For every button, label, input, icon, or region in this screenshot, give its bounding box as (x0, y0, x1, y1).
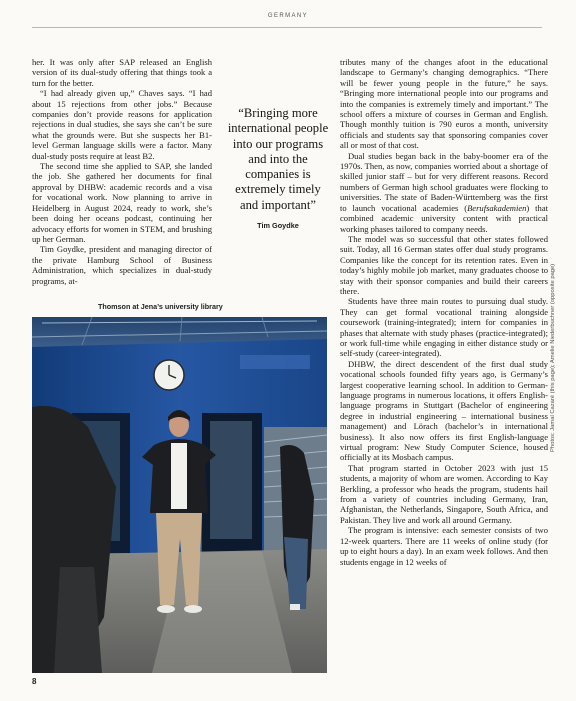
paragraph: tributes many of the changes afoot in the educational landscape to Germany’s changing demographics. “There will be fewer young people in the future,” he says. “Bringing more international people into our programs and into the companies is extremely timely and important.” The school offers a mixture of courses in German and English. Though monthly tuition is 790 euros a month, university officials and students say that sponsoring companies cover all or most of that cost. (340, 57, 548, 151)
paragraph: That program started in October 2023 with just 15 students, a majority of whom are women. According to Kay Berkling, a professor who heads the program, students hail from a variety of countries including Germany, Iran, Afghanistan, the Netherlands, Singapore, South Africa, and Pakistan. They live and work all around Germany. (340, 462, 548, 525)
column-right (340, 57, 548, 567)
section-header: GERMANY (267, 13, 309, 19)
paragraph: The program is intensive: each semester consists of two 12-week quarters. There are 11 weeks of online study (for up to eight hours a day). In an exam week follows. And then students engage in 12 weeks of (340, 525, 548, 567)
library-photo (32, 317, 327, 673)
header-rule (32, 27, 542, 28)
paragraph-text: ) that combined academic university content with practical working phases tailored to company needs. (340, 202, 548, 234)
paragraph: The model was so successful that other states followed suit. Today, all 16 German states offer dual study programs. Companies like the concept for its retention rates. Even in today’s highly mobile job market, many graduates choose to stay with their sponsor companies and build their careers there. (340, 233, 548, 296)
paragraph: The second time she applied to SAP, she landed the job. She gathered her documents for final approval by DHBW: academic records and a visa for vocational work. Now planning to arrive in Heidelberg in August 2024, ready to work, she’s been doing her oceans podcast, continuing her advocacy efforts for women in STEM, and brushing up her German. (32, 161, 212, 244)
paragraph-italic: Berufsakademien (467, 202, 527, 213)
pull-quote: “Bringing more international people into our programs and into the companies is extremely timely and important” (227, 106, 329, 212)
paragraph: her. It was only after SAP released an English version of its dual-study offering that things took a turn for the better. (32, 57, 212, 88)
paragraph: DHBW, the direct descendent of the first dual study vocational schools founded fifty years ago, is Germany’s largest cooperative learning school. In addition to German-language programs in numerous locations, it offers English-language programs in Stuttgart (Bachelor of engineering degree in industrial engineering – international business management) and Lörach (bachelor’s in international business). It also now offers its first English-language virtual program: New Study Computer Science, housed officially at its Mosbach campus. (340, 358, 548, 463)
paragraph (340, 151, 548, 234)
pull-quote-attribution: Tim Goydke (257, 221, 299, 230)
column-left (32, 57, 212, 286)
paragraph: “I had already given up,” Chaves says. “I had about 15 rejections from other jobs.” Because companies don’t provide reasons for application rejections in dual studies, she says she can’t be sure what the grounds were. But she suspects her B1-level German language skills were a factor. Many dual-study posts require at least B2. (32, 88, 212, 161)
paragraph-text: Dual studies began back in the baby-boomer era of the 1970s. Then, as now, companies worried about a shortage of skilled junior staff – but for very different reasons. Record numbers of German high school graduates were flocking to universities. The state of Baden-Württemberg was the first to launch vocational academies ( (340, 150, 548, 213)
photo-caption: Thomson at Jena’s university library (98, 302, 223, 311)
paragraph: Tim Goydke, president and managing director of the private Hamburg School of Business Administration, which specializes in dual-study programs, at- (32, 244, 212, 286)
paragraph: Students have three main routes to pursuing dual study. They can get formal vocational training alongside coursework (training-integrated); intern for companies in phases that alternate with study phases (practice-integrated); or work full-time while engaging in either distance study or self-study (career-integrated). (340, 296, 548, 359)
photo-credit: Photos: Jamal Cazaré (this page); Amelie Niederbuchner (opposite page) (550, 263, 556, 452)
page-number: 8 (32, 677, 37, 686)
